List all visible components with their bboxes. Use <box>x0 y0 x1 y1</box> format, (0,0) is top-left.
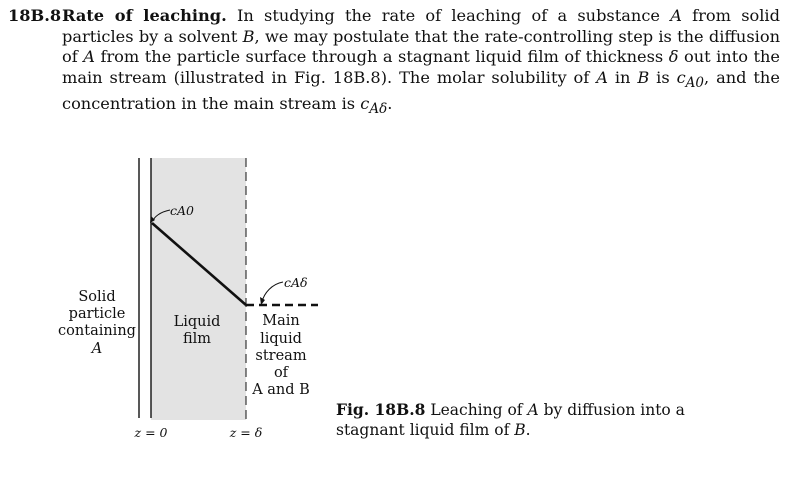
svg-text:Solid: Solid <box>78 289 116 305</box>
problem-body: Rate of leaching. In studying the rate of leaching of a substance A from solid particles by a solvent B, we may postulate that the rate-controlling step is the diffusion of A from the particle surface through a stagnant liquid film of thickness δ out into the main stream (illustrated in Fig. 18B.8). The molar solubility of A in B is $c_{A0}$, and the concentration in the main stream is $c_{A\delta}$. <box>62 6 781 117</box>
svg-text:A: A <box>91 341 103 357</box>
svg-text:A and B: A and B <box>252 382 310 398</box>
cAd-pointer <box>262 282 283 302</box>
figure-number: Fig. 18B.8 <box>336 400 426 419</box>
svg-text:containing: containing <box>58 323 136 339</box>
svg-text:liquid: liquid <box>260 331 302 347</box>
svg-text:Main: Main <box>262 313 300 329</box>
problem-number: 18B.8 <box>8 6 62 25</box>
cA0-label: cA0 <box>170 203 194 218</box>
solid-particle-label <box>58 289 136 357</box>
figure-caption: Fig. 18B.8 Leaching of A by diffusion into a stagnant liquid film of B. <box>336 400 685 439</box>
main-stream-label <box>251 313 310 398</box>
z0-label: z = 0 <box>134 425 168 440</box>
svg-text:Liquid: Liquid <box>173 314 221 330</box>
zd-label: z = δ <box>229 425 263 440</box>
liquid-film-region <box>151 158 246 420</box>
cAd-label: cAδ <box>284 275 308 290</box>
svg-text:stream: stream <box>255 348 307 364</box>
svg-text:film: film <box>182 331 212 347</box>
svg-text:particle: particle <box>68 306 126 322</box>
svg-text:of: of <box>273 365 289 381</box>
problem-title: Rate of leaching. <box>62 6 227 25</box>
